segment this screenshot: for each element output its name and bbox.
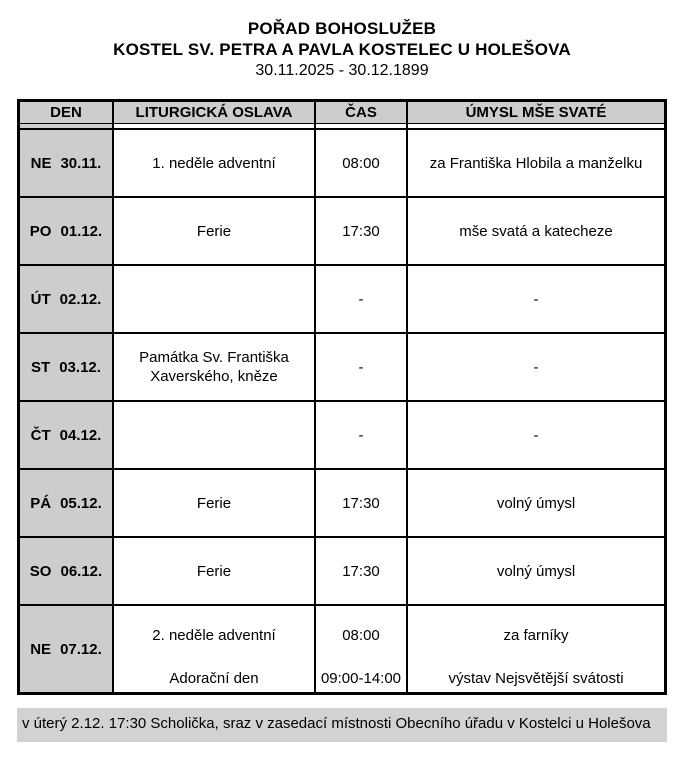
time-cell: - <box>314 400 406 468</box>
day-abbr: PÁ <box>30 494 52 512</box>
day-date: 07.12. <box>60 640 102 658</box>
day-cell <box>20 400 112 468</box>
day-cell <box>20 536 112 604</box>
celebration-cell <box>112 400 314 468</box>
celebration-cell: Ferie <box>112 196 314 264</box>
day-date: 01.12. <box>60 222 103 240</box>
day-cell <box>20 264 112 332</box>
celebration-line-2: Adorační den <box>169 670 259 687</box>
day-date: 03.12. <box>59 358 101 376</box>
day-cell <box>20 604 112 692</box>
col-header-den: DEN <box>20 102 112 124</box>
intention-cell: mše svatá a katecheze <box>406 196 664 264</box>
day-cell <box>20 196 112 264</box>
intention-line-2: výstav Nejsvětější svátosti <box>448 670 624 687</box>
day-cell <box>20 128 112 196</box>
time-cell: 08:00 <box>314 128 406 196</box>
day-date: 06.12. <box>60 562 103 580</box>
celebration-cell <box>112 604 314 692</box>
celebration-cell: Památka Sv. Františka Xaverského, kněze <box>112 332 314 400</box>
day-abbr: NE <box>30 640 52 658</box>
intention-cell: za Františka Hlobila a manželku <box>406 128 664 196</box>
time-cell: 17:30 <box>314 536 406 604</box>
day-abbr: ČT <box>30 426 51 444</box>
intention-cell: volný úmysl <box>406 468 664 536</box>
footer-note: v úterý 2.12. 17:30 Scholička, sraz v zasedací místnosti Obecního úřadu v Kostelci u Holešova <box>17 708 667 742</box>
celebration-line-1: 2. neděle adventní <box>152 627 276 644</box>
church-name: KOSTEL SV. PETRA A PAVLA KOSTELEC U HOLEŠOVA <box>113 40 571 59</box>
day-cell <box>20 332 112 400</box>
schedule-table <box>17 99 667 695</box>
day-abbr: PO <box>29 222 52 240</box>
day-date: 02.12. <box>59 290 102 308</box>
time-line-1: 08:00 <box>342 627 380 644</box>
intention-cell <box>406 604 664 692</box>
intention-line-1: za farníky <box>503 627 569 644</box>
time-cell: 17:30 <box>314 196 406 264</box>
col-header-time: ČAS <box>314 102 406 124</box>
celebration-cell: Ferie <box>112 536 314 604</box>
day-abbr: SO <box>29 562 52 580</box>
day-date: 04.12. <box>59 426 102 444</box>
day-date: 30.11. <box>60 154 102 172</box>
time-cell <box>314 604 406 692</box>
page-title: POŘAD BOHOSLUŽEB <box>247 19 437 38</box>
celebration-cell <box>112 264 314 332</box>
celebration-cell: Ferie <box>112 468 314 536</box>
intention-cell: volný úmysl <box>406 536 664 604</box>
time-line-2: 09:00-14:00 <box>320 670 402 687</box>
intention-cell: - <box>406 332 664 400</box>
day-abbr: ÚT <box>30 290 51 308</box>
document-header <box>0 0 684 81</box>
time-cell: - <box>314 264 406 332</box>
col-header-intention: ÚMYSL MŠE SVATÉ <box>406 102 664 124</box>
date-range: 30.11.2025 - 30.12.1899 <box>255 62 429 79</box>
day-cell <box>20 468 112 536</box>
celebration-cell: 1. neděle adventní <box>112 128 314 196</box>
day-date: 05.12. <box>60 494 102 512</box>
time-cell: - <box>314 332 406 400</box>
intention-cell: - <box>406 400 664 468</box>
time-cell: 17:30 <box>314 468 406 536</box>
col-header-celebration: LITURGICKÁ OSLAVA <box>112 102 314 124</box>
intention-cell: - <box>406 264 664 332</box>
day-abbr: ST <box>31 358 51 376</box>
day-abbr: NE <box>30 154 52 172</box>
